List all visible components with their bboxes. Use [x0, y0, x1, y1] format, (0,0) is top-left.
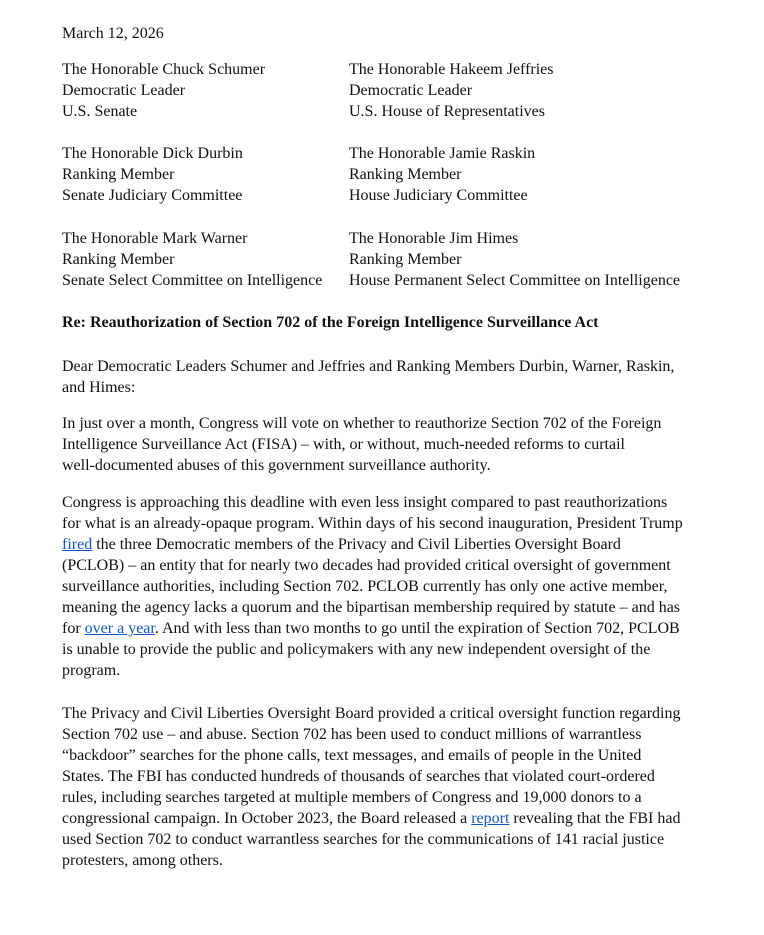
text-segment: congressional campaign. In October 2023, the Board released a — [62, 810, 472, 827]
text-segment: well-documented abuses of this government surveillance authority. — [62, 457, 491, 474]
paragraph-line — [62, 597, 683, 618]
paragraph-line — [62, 766, 681, 787]
recipient-body: House Permanent Select Committee on Intelligence — [349, 272, 681, 289]
letter-date: March 12, 2026 — [62, 25, 164, 42]
paragraph-line — [62, 787, 681, 808]
paragraph-1 — [62, 413, 661, 476]
recipient-body: House Judiciary Committee — [349, 187, 528, 204]
text-segment: Intelligence Surveillance Act (FISA) – with, or without, much-needed reforms to curtail — [62, 436, 625, 453]
paragraph-line — [62, 513, 683, 534]
text-segment: program. — [62, 662, 121, 679]
paragraph-line — [62, 576, 683, 597]
text-segment: meaning the agency lacks a quorum and the bipartisan membership required by statute – and has — [62, 599, 681, 616]
paragraph-line — [62, 492, 683, 513]
recipient-warner — [62, 228, 322, 291]
paragraph-line — [62, 724, 681, 745]
paragraph-2 — [62, 492, 683, 681]
recipient-name: The Honorable Jim Himes — [349, 230, 519, 247]
text-segment: States. The FBI has conducted hundreds of thousands of searches that violated court-ordered — [62, 768, 655, 785]
recipient-body: Senate Judiciary Committee — [62, 187, 243, 204]
text-segment: surveillance authorities, including Section 702. PCLOB currently has only one active member, — [62, 578, 668, 595]
paragraph-line — [62, 555, 683, 576]
text-segment: used Section 702 to conduct warrantless searches for the communications of 141 racial justice — [62, 831, 665, 848]
recipient-jeffries — [349, 59, 554, 122]
recipient-name: The Honorable Hakeem Jeffries — [349, 61, 554, 78]
paragraph-line — [62, 660, 683, 681]
text-segment: The Privacy and Civil Liberties Oversight Board provided a critical oversight function regarding — [62, 705, 681, 722]
recipient-name: The Honorable Chuck Schumer — [62, 61, 266, 78]
recipient-title: Ranking Member — [349, 166, 462, 183]
paragraph-line — [62, 534, 683, 555]
paragraph-line — [62, 413, 661, 434]
paragraph-line — [62, 434, 661, 455]
text-segment: is unable to provide the public and policymakers with any new independent oversight of the — [62, 641, 651, 658]
paragraph-line — [62, 639, 683, 660]
text-segment: revealing that the FBI had — [509, 810, 681, 827]
paragraph-line — [62, 618, 683, 639]
recipient-himes — [349, 228, 680, 291]
hyperlink[interactable]: over a year — [84, 620, 155, 637]
recipient-name: The Honorable Jamie Raskin — [349, 145, 536, 162]
text-segment: . And with less than two months to go until the expiration of Section 702, PCLOB — [154, 620, 680, 637]
recipient-name: The Honorable Mark Warner — [62, 230, 248, 247]
paragraph-line — [62, 850, 681, 871]
paragraph-line — [62, 455, 661, 476]
recipient-title: Democratic Leader — [349, 82, 473, 99]
salutation-line: and Himes: — [62, 379, 136, 396]
text-segment: “backdoor” searches for the phone calls, text messages, and emails of people in the United — [62, 747, 642, 764]
paragraph-3 — [62, 703, 681, 871]
text-segment: Congress is approaching this deadline with even less insight compared to past reauthorizations — [62, 494, 668, 511]
recipient-title: Ranking Member — [62, 166, 175, 183]
paragraph-line — [62, 745, 681, 766]
recipient-body: U.S. House of Representatives — [349, 103, 545, 120]
text-segment: for what is an already-opaque program. Within days of his second inauguration, President Trump — [62, 515, 683, 532]
hyperlink[interactable]: report — [471, 810, 510, 827]
hyperlink[interactable]: fired — [62, 536, 93, 553]
subject-line: Re: Reauthorization of Section 702 of the Foreign Intelligence Surveillance Act — [62, 314, 599, 331]
salutation — [62, 356, 674, 398]
text-segment: rules, including searches targeted at multiple members of Congress and 19,000 donors to a — [62, 789, 642, 806]
text-segment: the three Democratic members of the Privacy and Civil Liberties Oversight Board — [92, 536, 621, 553]
text-segment: (PCLOB) – an entity that for nearly two decades had provided critical oversight of government — [62, 557, 671, 574]
text-segment: In just over a month, Congress will vote on whether to reauthorize Section 702 of the Foreign — [62, 415, 662, 432]
paragraph-line — [62, 703, 681, 724]
salutation-line: Dear Democratic Leaders Schumer and Jeffries and Ranking Members Durbin, Warner, Raskin, — [62, 358, 675, 375]
recipient-durbin — [62, 143, 243, 206]
recipient-title: Ranking Member — [349, 251, 462, 268]
text-segment: protesters, among others. — [62, 852, 223, 869]
text-segment: Section 702 use – and abuse. Section 702 has been used to conduct millions of warrantless — [62, 726, 642, 743]
recipient-schumer — [62, 59, 265, 122]
text-segment: for — [62, 620, 85, 637]
recipient-raskin — [349, 143, 535, 206]
recipient-body: U.S. Senate — [62, 103, 138, 120]
recipient-title: Ranking Member — [62, 251, 175, 268]
paragraph-line — [62, 829, 681, 850]
recipient-title: Democratic Leader — [62, 82, 186, 99]
recipient-name: The Honorable Dick Durbin — [62, 145, 243, 162]
recipient-body: Senate Select Committee on Intelligence — [62, 272, 323, 289]
paragraph-line — [62, 808, 681, 829]
